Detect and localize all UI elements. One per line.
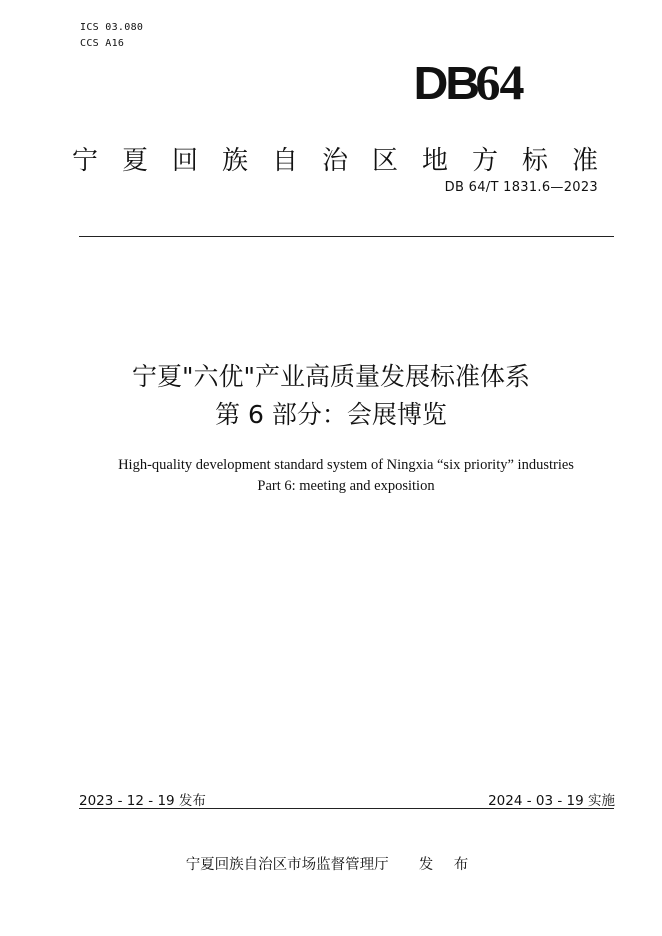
title-en-line1: High-quality development standard system of Ningxia “six priority” industries bbox=[118, 457, 574, 473]
title-zh-line2: 第 6 部分：会展博览 bbox=[215, 400, 447, 429]
ccs-code: CCS A16 bbox=[80, 38, 125, 49]
logo-number: 64 bbox=[475, 54, 524, 110]
issue-date: 2023 - 12 - 19 发布 bbox=[79, 793, 206, 809]
ics-code: ICS 03.080 bbox=[80, 22, 144, 33]
standard-number: DB 64/T 1831.6—2023 bbox=[444, 180, 598, 195]
issuer-line bbox=[0, 853, 662, 874]
footer-divider bbox=[79, 808, 614, 809]
db64-logo bbox=[415, 52, 523, 113]
issuer-action: 发 布 bbox=[418, 857, 477, 873]
logo-prefix: DB bbox=[413, 57, 477, 109]
issuer-name: 宁夏回族自治区市场监督管理厅 bbox=[185, 857, 389, 873]
title-en-line2: Part 6: meeting and exposition bbox=[257, 478, 435, 494]
header-divider bbox=[79, 236, 614, 237]
implementation-date: 2024 - 03 - 19 实施 bbox=[488, 793, 615, 809]
standard-category: 宁夏回族自治区地方标准 bbox=[72, 146, 623, 176]
title-zh-line1: 宁夏"六优"产业高质量发展标准体系 bbox=[132, 362, 530, 391]
